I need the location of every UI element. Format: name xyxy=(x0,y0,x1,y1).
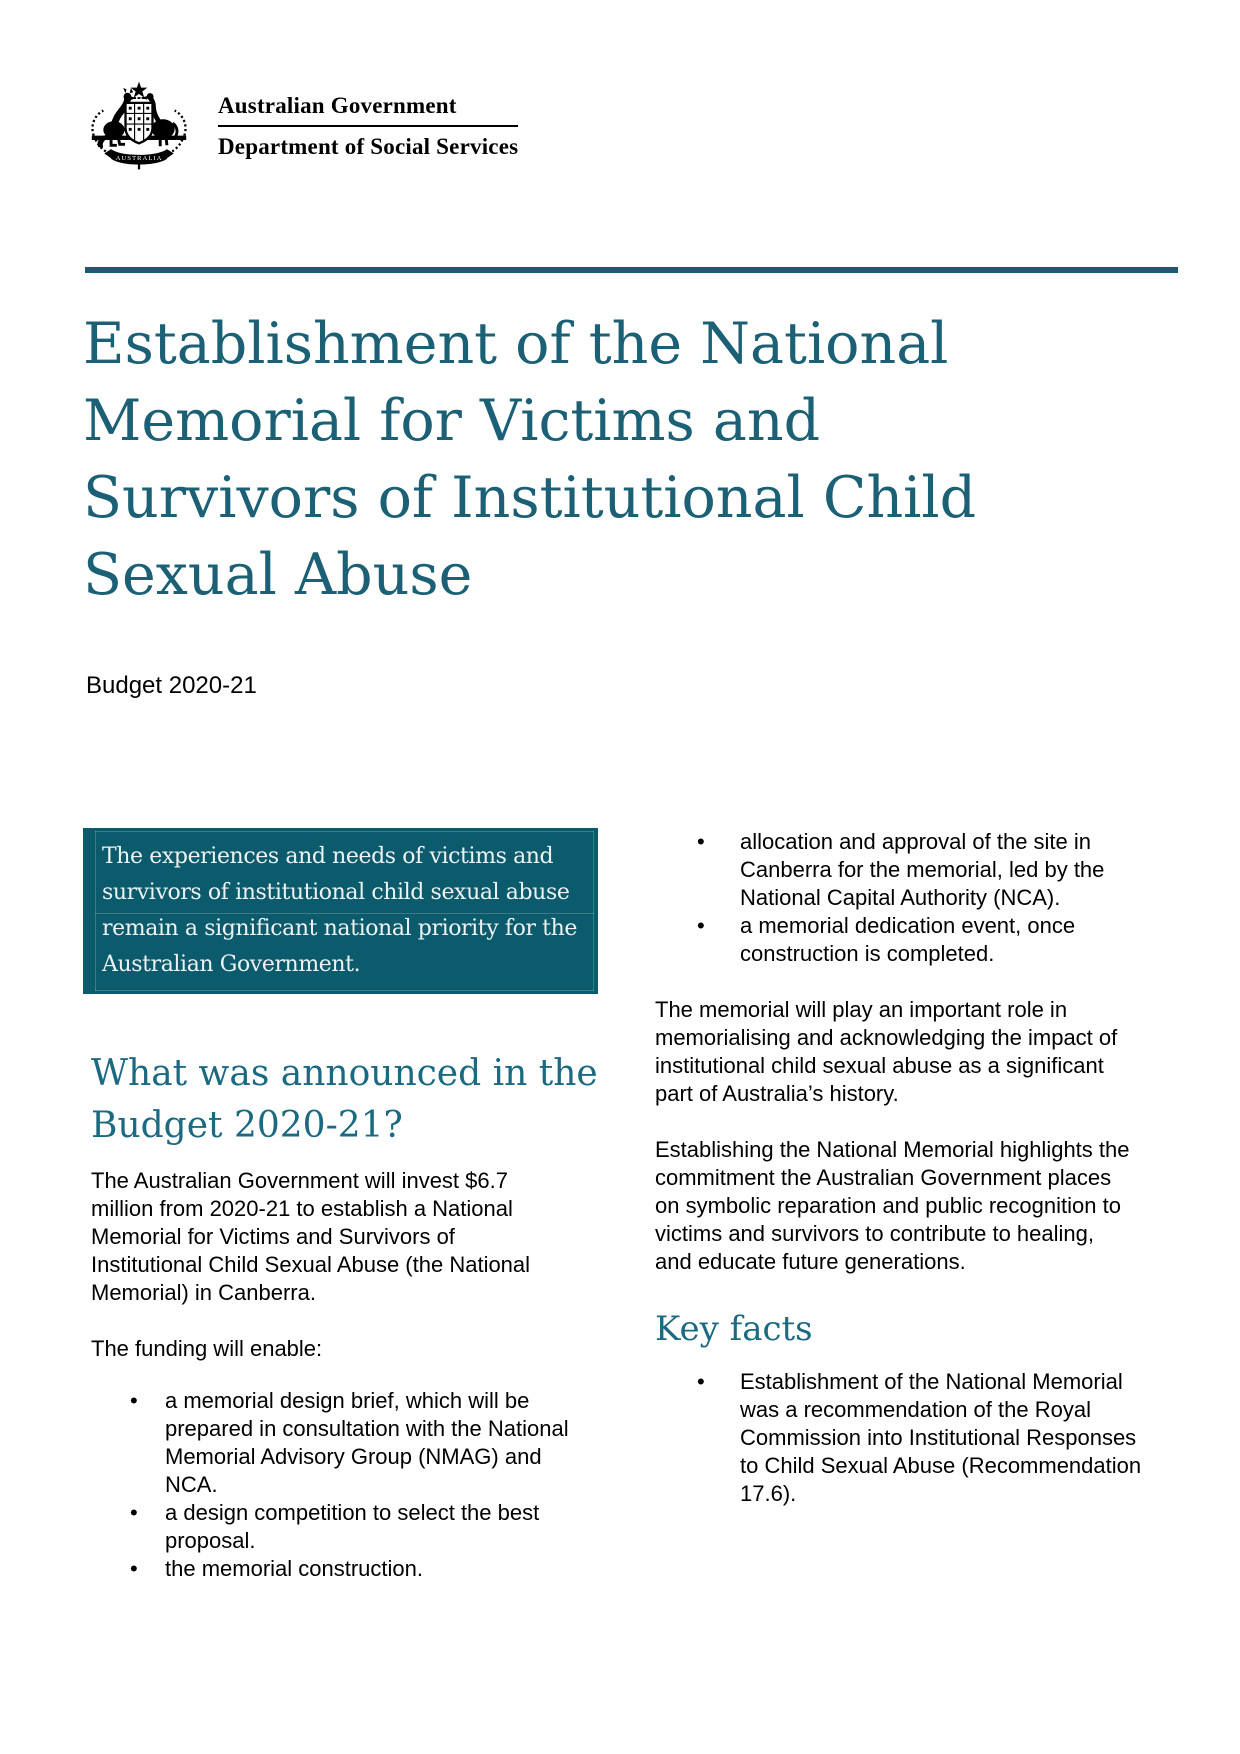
key-facts-bullet-list xyxy=(655,1368,1148,1508)
list-item: • the memorial construction. xyxy=(91,1555,573,1583)
title-line: Establishment of the National xyxy=(83,311,949,377)
government-logo-block xyxy=(86,80,518,172)
callout-grid-line xyxy=(95,990,594,991)
heading-line: Budget 2020-21? xyxy=(91,1105,403,1146)
list-item: • a design competition to select the best proposal. xyxy=(91,1499,573,1555)
title-line: Sexual Abuse xyxy=(83,542,473,608)
funding-bullet-list xyxy=(91,1387,573,1583)
callout-grid-line xyxy=(95,831,594,832)
document-subtitle: Budget 2020-21 xyxy=(86,672,257,699)
callout-grid-line xyxy=(95,831,96,991)
logo-government-text: Australian Government xyxy=(218,92,457,118)
list-item: • a memorial dedication event, once construction is completed. xyxy=(655,912,1148,968)
australian-coat-of-arms-icon xyxy=(86,80,192,172)
title-line: Memorial for Victims and xyxy=(83,388,821,454)
document-title xyxy=(83,306,1123,614)
crest-banner-text: AUSTRALIA xyxy=(115,155,163,163)
funding-bullet-list-continued xyxy=(655,828,1148,968)
logo-divider xyxy=(218,125,518,127)
heading-line: What was announced in the xyxy=(91,1053,598,1094)
paragraph: The Australian Government will invest $6.7 million from 2020-21 to establish a National Memorial for Victims and Survivors of Institutional Child Sexual Abuse (the National Memorial) in Canberra. xyxy=(91,1168,531,1305)
right-column xyxy=(655,828,1158,1508)
list-item: • allocation and approval of the site in Canberra for the memorial, led by the National Capital Authority (NCA). xyxy=(655,828,1148,912)
content-columns xyxy=(83,828,1158,1583)
section-heading-key-facts: Key facts xyxy=(655,1309,813,1349)
callout-grid-line xyxy=(95,913,594,914)
callout-box xyxy=(83,828,598,994)
left-column xyxy=(83,828,598,1583)
paragraph: Establishing the National Memorial highlights the commitment the Australian Government places on symbolic reparation and public recognition to victims and survivors to contribute to healing, and educate future generations. xyxy=(655,1137,1130,1274)
list-item: • Establishment of the National Memorial was a recommendation of the Royal Commission into Institutional Responses to Child Sexual Abuse (Recommendation 17.6). xyxy=(655,1368,1148,1508)
paragraph: The funding will enable: xyxy=(91,1336,323,1361)
callout-text: The experiences and needs of victims and survivors of institutional child sexual abuse remain a significant national priority for the Australian Government. xyxy=(102,844,577,977)
header-rule xyxy=(85,267,1178,273)
list-item: • a memorial design brief, which will be prepared in consultation with the National Memorial Advisory Group (NMAG) and NCA. xyxy=(91,1387,573,1499)
title-line: Survivors of Institutional Child xyxy=(83,465,977,531)
callout-grid-line xyxy=(593,831,594,991)
paragraph: The memorial will play an important role in memorialising and acknowledging the impact of institutional child sexual abuse as a significant part of Australia’s history. xyxy=(655,997,1118,1106)
logo-department-text: Department of Social Services xyxy=(218,133,519,159)
logo-wordmark xyxy=(218,93,518,160)
section-heading-what-was-announced xyxy=(91,1048,598,1152)
